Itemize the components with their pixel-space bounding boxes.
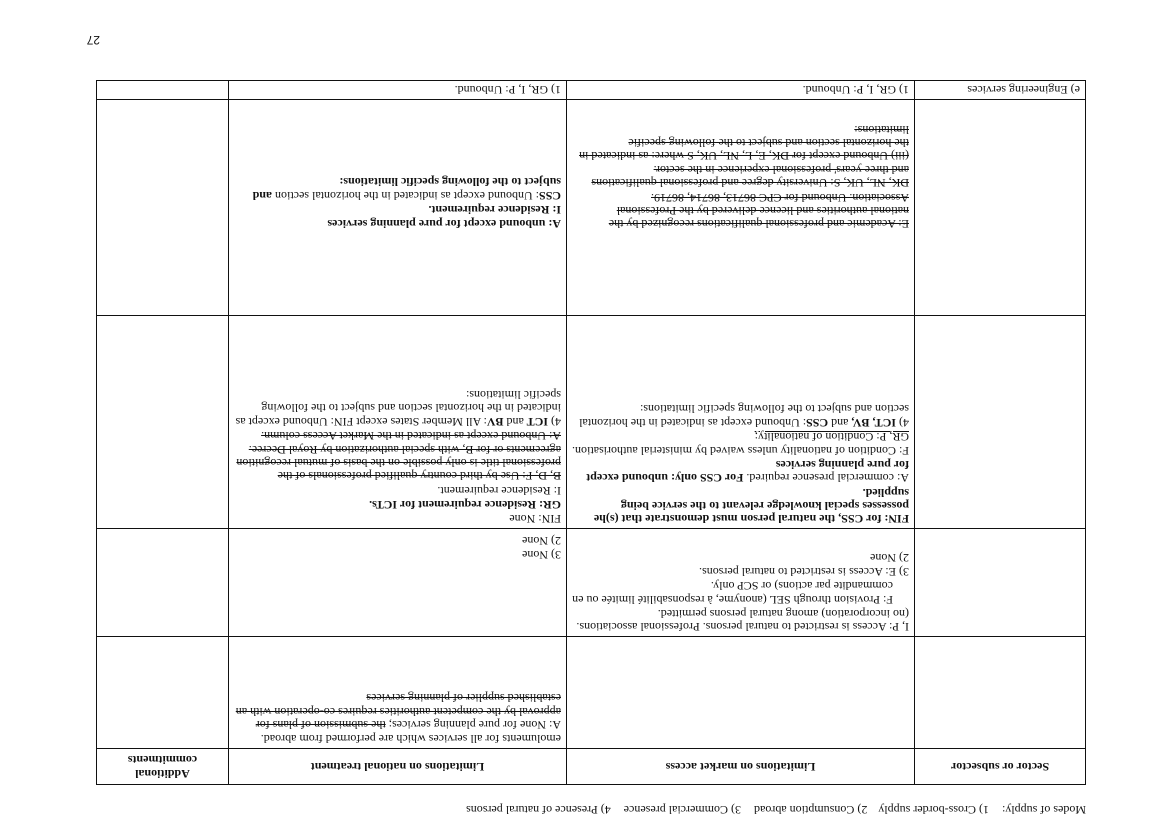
market-access-cell: FIN: for CSS, the natural person must demonstrate that (s)he possesses special knowledge relevant to the service being supplied. A: commercial presence required. For CSS only: unbound except for pure planning services F: Condition of nationality unless waived by ministerial authorisation. GR, P: Condition of nationality; 4) ICT, BV, and CSS: Unbound except as indicated in the horizontal section and subject to the following specific limitations: bbox=[567, 315, 915, 528]
table-row bbox=[97, 99, 1085, 316]
table-row bbox=[97, 636, 1085, 749]
national-treatment-cell: A: unbound except for pure planning services I: Residence requirement. CSS: Unbound except as indicated in the horizontal section and subject to the following specific limitations: bbox=[229, 99, 567, 315]
header-national-treatment: Limitations on national treatment bbox=[229, 749, 567, 784]
planning-note: A: None for pure planning services; the submission of plans for approval by the competent authorities requires co-operation with an established supplier of planning services bbox=[235, 691, 561, 732]
table-header-row bbox=[97, 749, 1085, 784]
additional-cell bbox=[97, 315, 229, 528]
mode-3: 3) Commercial presence bbox=[623, 803, 742, 817]
additional-cell bbox=[97, 80, 229, 99]
market-access-cell: E: Academic and professional qualifications recognized by the national authorities and licence delivered by the Professional Association. Unbound for CPC 86713, 86714, 86719. DK, NL, UK, S: University degree and professional qualifications and three years' professional experience in the sector. (iii) Unbound except for DK, E, L, NL, UK, S where: as indicated in the horizontal section and subject to the following specific limitations: bbox=[567, 99, 915, 315]
mode-2: 2) Consumption abroad bbox=[754, 803, 868, 817]
sector-cell bbox=[915, 636, 1085, 748]
header-sector: Sector or subsector bbox=[950, 760, 1050, 775]
national-treatment-cell: FIN: None GR: Residence requirement for ICTs. I: Residence requirement. B, D, F: Use by third country qualified professionals of the professional title is only possible on the basis of mutual recognition agreements or for B, with special authorization by Royal Decree. A: Unbound except as indicated in the Market Access column. 4) ICT and BV: All Member States except FIN: Unbound except as indicated in the horizontal section and subject to the following specific limitations: bbox=[229, 315, 567, 528]
header-market-access: Limitations on market access bbox=[567, 749, 915, 784]
market-access-cell bbox=[567, 636, 915, 748]
sector-cell-engineering: e) Engineering services bbox=[967, 83, 1080, 97]
mode-4: 4) Presence of natural persons bbox=[466, 803, 611, 817]
mode-1: 1) Cross-border supply bbox=[878, 803, 989, 817]
additional-cell bbox=[97, 99, 229, 315]
modes-label: Modes of supply: bbox=[1002, 803, 1086, 817]
header-additional-commitments: Additional commitments bbox=[97, 749, 229, 784]
table-row bbox=[97, 315, 1085, 529]
table-row bbox=[97, 528, 1085, 637]
page-number: 27 bbox=[86, 33, 100, 47]
schedule-table bbox=[96, 80, 1086, 785]
emoluments-text: emoluments for all services which are performed from abroad. bbox=[260, 732, 561, 746]
national-treatment-cell bbox=[229, 636, 567, 748]
additional-cell bbox=[97, 528, 229, 636]
national-treatment-cell: 3) None 2) None bbox=[229, 528, 567, 636]
table-row bbox=[97, 80, 1085, 100]
market-access-cell: 1) GR, I, P: Unbound. bbox=[567, 80, 915, 99]
sector-cell bbox=[915, 315, 1085, 528]
national-treatment-cell: 1) GR, I, P: Unbound. bbox=[229, 80, 567, 99]
additional-cell bbox=[97, 636, 229, 748]
modes-of-supply bbox=[86, 802, 1086, 817]
sector-cell bbox=[915, 528, 1085, 636]
sector-cell bbox=[915, 99, 1085, 315]
market-access-cell: I, P: Access is restricted to natural persons. Professional associations. (no incorporation) among natural persons permitted. F: Provision through SEL (anonyme, à responsabilité limitée ou en commandite par actions) or SCP only. 3) E: Access is restricted to natural persons. 2) None bbox=[567, 528, 915, 636]
struck-text: the submission of plans for approval by the competent authorities requires co-operation with an established supplier of planning services bbox=[235, 691, 561, 732]
